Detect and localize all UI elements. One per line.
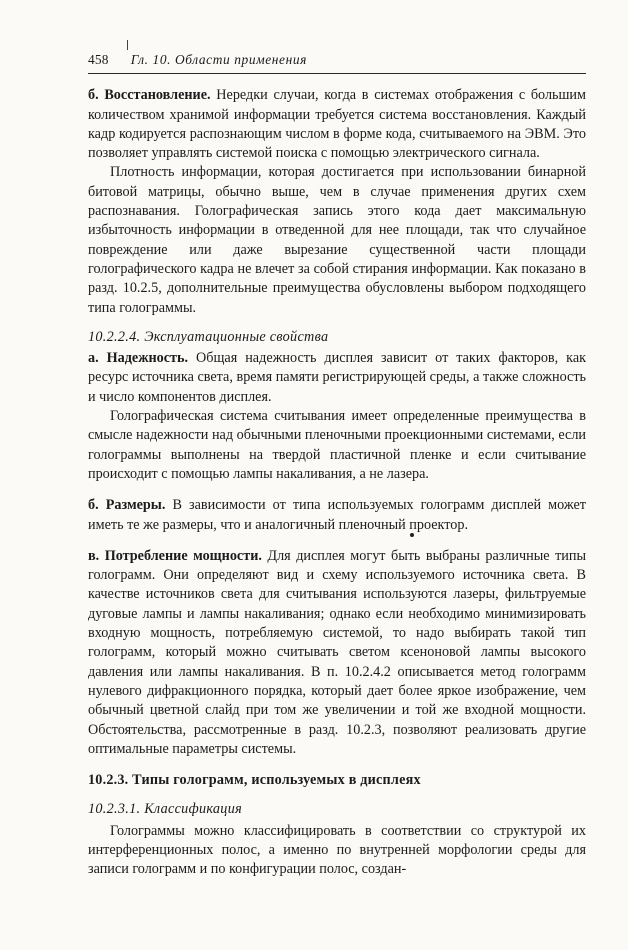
- book-page: [88, 50, 586, 880]
- paragraph-text: В зависимости от типа используемых голограмм дисплей может иметь те же размеры, что и аналогичный пленочный проектор.: [88, 497, 586, 533]
- paragraph-power: [88, 547, 586, 759]
- item-label-sizes: б. Размеры.: [88, 497, 166, 514]
- paragraph-text: Плотность информации, которая достигается при использовании бинарной битовой матрицы, обычно выше, чем в случае применения других схем распознавания. Голографическая запись этого кода дает максимальную избыточность информации в отведенной для нее площади, так что случайное повреждение или даже вырезание существенной части площади голографического кадра не влечет за собой стирания информации. Как показано в разд. 10.2.5, дополнительные преимущества обусловлены выбором подходящего типа голограммы.: [88, 164, 586, 316]
- running-header: [88, 50, 586, 74]
- scan-mark: [127, 40, 128, 50]
- item-label-restoration: б. Восстановление.: [88, 87, 211, 104]
- paragraph-text: Голограммы можно классифицировать в соответствии со структурой их интерференционных полос, а именно по внутренней морфологии среды для записи голограмм и по конфигурации полос, создан-: [88, 822, 586, 878]
- subsection-heading-operational: 10.2.2.4. Эксплуатационные свойства: [88, 328, 329, 345]
- paragraph-restoration: [88, 86, 586, 163]
- item-label-power: в. Потребление мощности.: [88, 547, 262, 564]
- item-label-reliability: а. Надежность.: [88, 350, 189, 367]
- subsection-heading-classification: 10.2.3.1. Классификация: [88, 801, 242, 818]
- section-heading: 10.2.3. Типы голограмм, используемых в дисплеях: [88, 772, 421, 789]
- paragraph-classification: [88, 822, 586, 880]
- paragraph-text: Нередки случаи, когда в системах отображения с большим количеством хранимой информации требуется система восстановления. Каждый кадр кодируется распознающим числом в форме кода, считываемого на ЭВМ. Это позволяет управлять системой поиска с помощью электрического сигнала.: [88, 87, 586, 162]
- paragraph-text: Общая надежность дисплея зависит от таких факторов, как ресурс источника света, время памяти регистрирующей среды, а также сложность и число компонентов дисплея.: [88, 350, 587, 405]
- paragraph-sizes: [88, 496, 586, 535]
- paragraph-text: Голографическая система считывания имеет определенные преимущества в смысле надежности над обычными пленочными проекционными системами, если голограммы выполнены на твердой пластичной пленке и если считывание происходит с помощью лампы накаливания, а не лазера.: [88, 408, 586, 482]
- page-number: 458: [88, 52, 109, 67]
- running-title: Гл. 10. Области применения: [130, 52, 307, 67]
- print-speck: [410, 533, 414, 537]
- paragraph-reliability: [88, 349, 586, 407]
- paragraph-holo-system: [88, 407, 586, 484]
- paragraph-text: Для дисплея могут быть выбраны различные типы голограмм. Они определяют вид и схему используемого источника света. В качестве источников света для считывания используются лазеры, фильтруемые дуговые лампы и лампы накаливания; однако если необходимо минимизировать входную мощность, потребляемую системой, то надо выбирать такой тип голограмм, который можно считывать светом ксеноновой лампы высокого давления или лампы накаливания. В п. 10.2.4.2 описывается метод голограмм нулевого дифракционного порядка, который дает более яркое изображение, чем обычный цветной слайд при том же увеличении и той же входной мощности. Обстоятельства, рассмотренные в разд. 10.2.3, позволяют реализовать другие оптимальные параметры системы.: [88, 547, 586, 757]
- paragraph-density: [88, 163, 586, 317]
